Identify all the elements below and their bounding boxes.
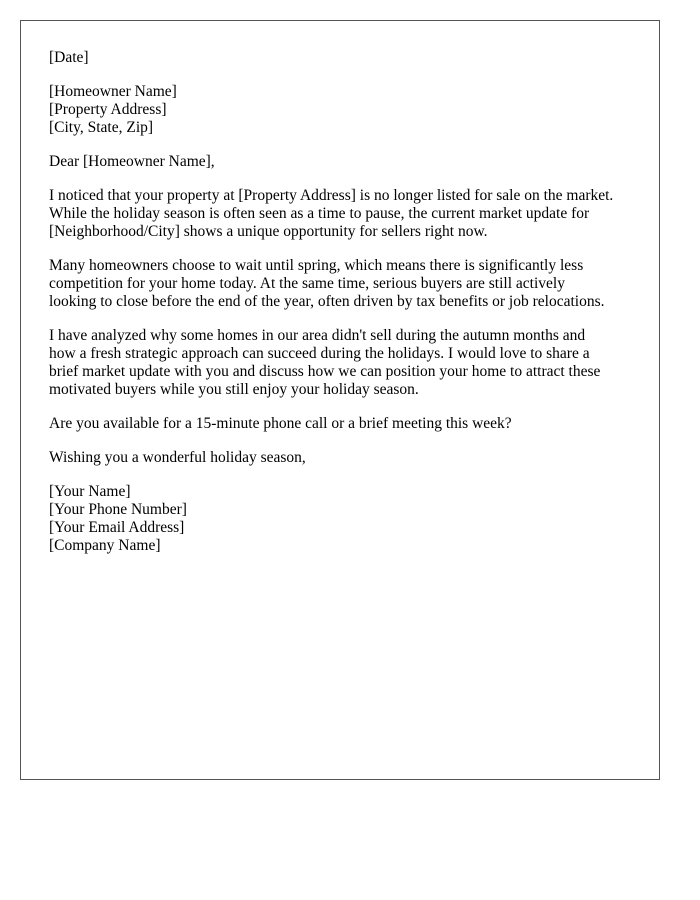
paragraph-line: While the holiday season is often seen as a time to pause, the current market update for xyxy=(49,205,590,222)
signature-name: [Your Name] xyxy=(49,483,131,500)
recipient-name: [Homeowner Name] xyxy=(49,83,177,100)
paragraph-line: brief market update with you and discuss how we can position your home to attract these xyxy=(49,363,601,380)
salutation: Dear [Homeowner Name], xyxy=(49,153,215,170)
paragraph-line: I noticed that your property at [Property Address] is no longer listed for sale on the market. xyxy=(49,187,614,204)
paragraph-intro xyxy=(49,187,649,241)
date-block xyxy=(49,49,649,67)
paragraph-line: motivated buyers while you still enjoy your holiday season. xyxy=(49,381,419,398)
paragraph-line: competition for your home today. At the same time, serious buyers are still actively xyxy=(49,275,565,292)
recipient-property-address: [Property Address] xyxy=(49,101,167,118)
signature-phone: [Your Phone Number] xyxy=(49,501,187,518)
paragraph-line: how a fresh strategic approach can succeed during the holidays. I would love to share a xyxy=(49,345,590,362)
signature-email: [Your Email Address] xyxy=(49,519,185,536)
paragraph-line: I have analyzed why some homes in our area didn't sell during the autumn months and xyxy=(49,327,586,344)
recipient-address-block xyxy=(49,83,649,137)
paragraph-line: Many homeowners choose to wait until spring, which means there is significantly less xyxy=(49,257,584,274)
signature-block xyxy=(49,483,649,555)
paragraph-market xyxy=(49,257,649,311)
paragraph-line: Are you available for a 15-minute phone call or a brief meeting this week? xyxy=(49,415,512,432)
paragraph-request xyxy=(49,415,649,433)
closing-block xyxy=(49,449,649,467)
closing: Wishing you a wonderful holiday season, xyxy=(49,449,306,466)
letter-body xyxy=(49,49,649,571)
signature-company: [Company Name] xyxy=(49,537,161,554)
paragraph-analysis xyxy=(49,327,649,399)
paragraph-line: looking to close before the end of the year, often driven by tax benefits or job relocations. xyxy=(49,293,605,310)
paragraph-line: [Neighborhood/City] shows a unique opportunity for sellers right now. xyxy=(49,223,488,240)
letter-page xyxy=(20,20,660,780)
recipient-city-state-zip: [City, State, Zip] xyxy=(49,119,154,136)
salutation-block xyxy=(49,153,649,171)
letter-date: [Date] xyxy=(49,49,89,66)
